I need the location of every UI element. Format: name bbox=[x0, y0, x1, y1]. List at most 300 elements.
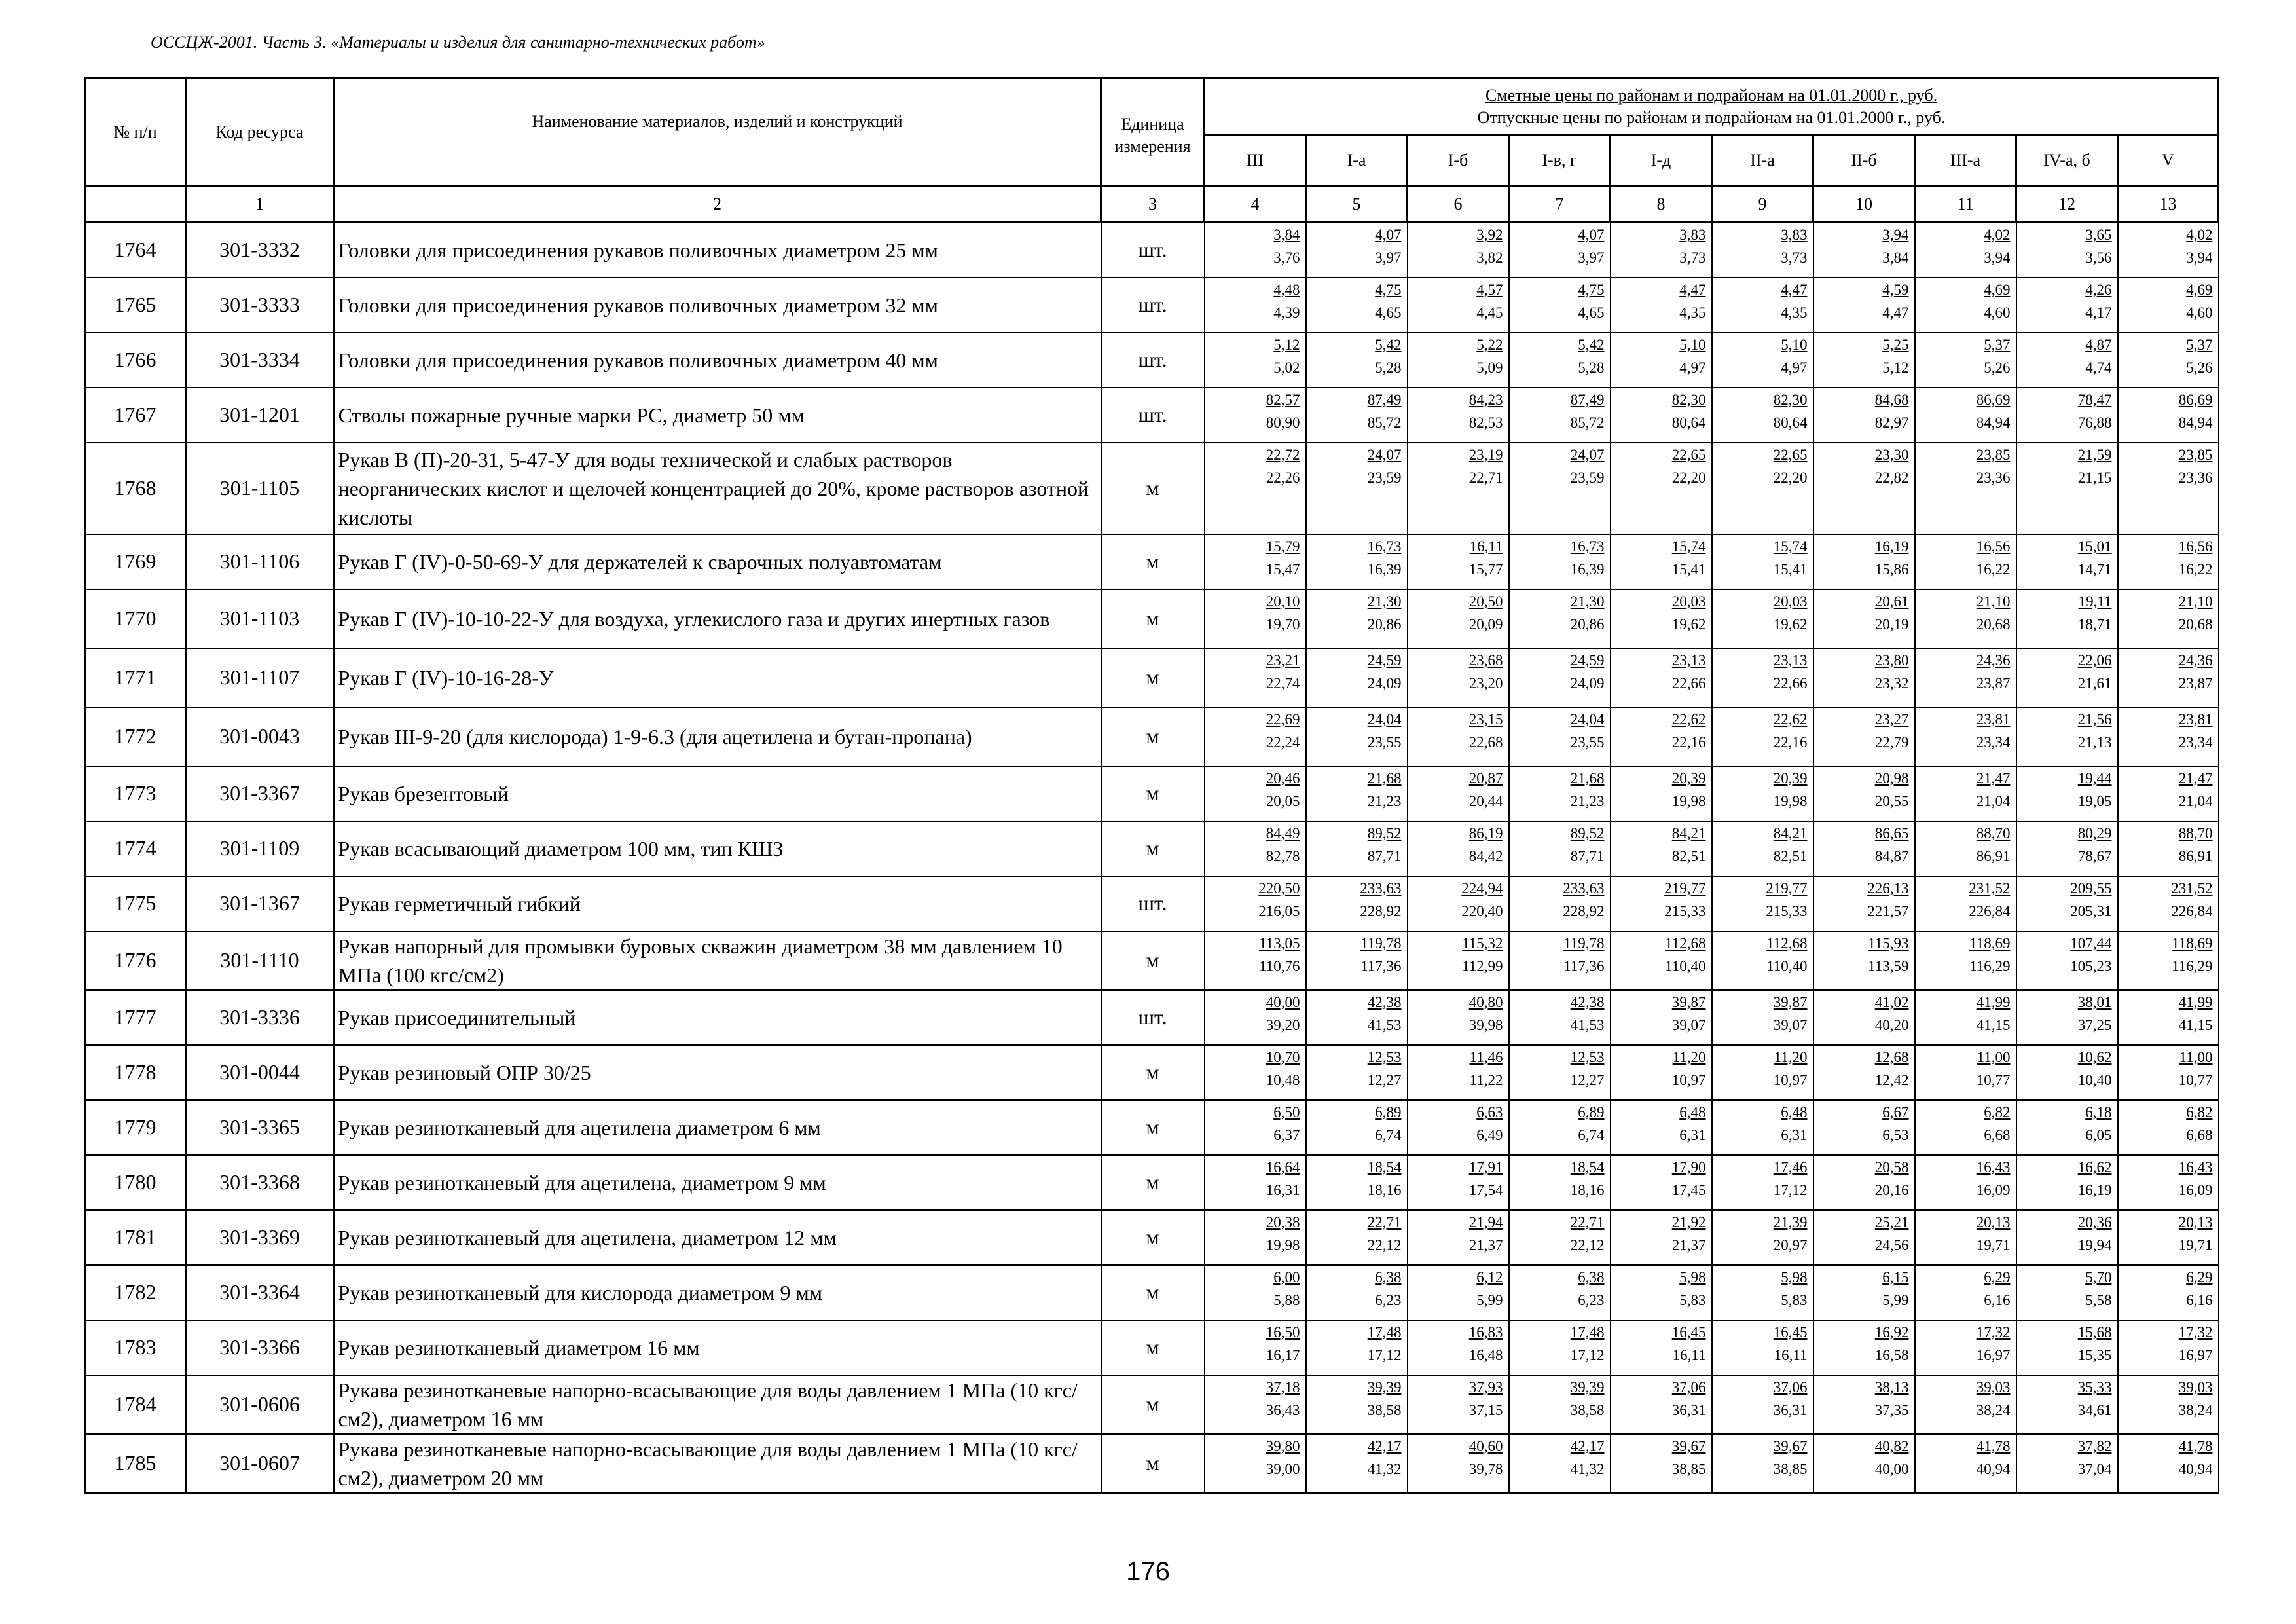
estimated-price bbox=[1611, 590, 1711, 610]
estimated-price bbox=[1307, 333, 1407, 354]
estimated-price bbox=[1307, 649, 1407, 669]
price-cell bbox=[1306, 766, 1408, 821]
wholesale-price: 23,55 bbox=[1367, 733, 1402, 750]
material-name: Рукав герметичный гибкий bbox=[334, 876, 1101, 931]
wholesale-price: 41,32 bbox=[1367, 1460, 1402, 1477]
wholesale-price: 19,62 bbox=[1671, 616, 1706, 633]
estimated-price-value: 42,38 bbox=[1367, 993, 1402, 1010]
wholesale-price: 11,22 bbox=[1469, 1071, 1503, 1088]
estimated-price-value: 4,07 bbox=[1375, 227, 1402, 243]
estimated-price bbox=[1814, 1101, 1914, 1121]
wholesale-price: 16,22 bbox=[1976, 561, 2011, 578]
estimated-price-value: 16,83 bbox=[1468, 1323, 1503, 1340]
estimated-price bbox=[1408, 443, 1508, 464]
estimated-price-value: 112,68 bbox=[1665, 934, 1706, 951]
price-cell bbox=[2118, 333, 2219, 388]
price-cell bbox=[1915, 388, 2016, 443]
estimated-price-value: 23,13 bbox=[1671, 652, 1706, 669]
region-header: III bbox=[1205, 135, 1306, 186]
wholesale-price: 39,00 bbox=[1266, 1460, 1300, 1477]
estimated-price-value: 40,80 bbox=[1468, 993, 1503, 1010]
estimated-price-value: 86,69 bbox=[1976, 391, 2011, 408]
price-cell bbox=[1611, 443, 1712, 534]
price-cell bbox=[1205, 766, 1306, 821]
price-cell bbox=[1205, 876, 1306, 931]
estimated-price bbox=[2017, 1321, 2117, 1341]
wholesale-price: 41,32 bbox=[1570, 1460, 1605, 1477]
estimated-price-value: 4,57 bbox=[1476, 281, 1503, 298]
estimated-price bbox=[1713, 1435, 1813, 1455]
unit-of-measure: м bbox=[1101, 1210, 1205, 1265]
wholesale-price: 5,83 bbox=[1781, 1291, 1808, 1308]
price-cell bbox=[1205, 1210, 1306, 1265]
estimated-price-value: 16,11 bbox=[1469, 538, 1503, 555]
wholesale-price: 6,31 bbox=[1679, 1126, 1706, 1143]
material-name: Рукав В (П)-20-31, 5-47-У для воды технической и слабых растворов неорганических кислот и щелочей концентрацией до 20%, кроме растворов азотной кислоты bbox=[334, 443, 1101, 534]
estimated-price bbox=[1205, 278, 1305, 299]
estimated-price-value: 12,53 bbox=[1367, 1048, 1402, 1065]
estimated-price bbox=[2119, 535, 2218, 555]
wholesale-price: 82,51 bbox=[1773, 847, 1808, 864]
column-number: 4 bbox=[1205, 186, 1306, 223]
estimated-price-value: 39,03 bbox=[2178, 1378, 2213, 1395]
estimated-price bbox=[1408, 278, 1508, 299]
wholesale-price: 5,83 bbox=[1679, 1291, 1706, 1308]
estimated-price bbox=[1814, 223, 1914, 244]
estimated-price-value: 23,21 bbox=[1266, 652, 1300, 669]
price-cell bbox=[1509, 1155, 1611, 1210]
wholesale-price: 21,04 bbox=[1976, 792, 2011, 809]
wholesale-price: 6,74 bbox=[1375, 1126, 1402, 1143]
estimated-price-value: 20,36 bbox=[2077, 1213, 2112, 1230]
estimated-price-value: 18,54 bbox=[1570, 1158, 1605, 1175]
estimated-price bbox=[1307, 278, 1407, 299]
estimated-price bbox=[1814, 991, 1914, 1011]
estimated-price-value: 22,65 bbox=[1773, 446, 1808, 463]
wholesale-price: 22,12 bbox=[1367, 1236, 1402, 1253]
estimated-price bbox=[1611, 1101, 1711, 1121]
price-cell bbox=[2118, 1320, 2219, 1375]
header-name: Наименование материалов, изделий и конструкций bbox=[334, 79, 1101, 186]
price-cell bbox=[1205, 589, 1306, 648]
price-cell bbox=[1509, 1375, 1611, 1434]
estimated-price-value: 80,29 bbox=[2077, 824, 2112, 841]
price-cell bbox=[1915, 876, 2016, 931]
price-cell bbox=[1306, 876, 1408, 931]
wholesale-price: 17,54 bbox=[1468, 1181, 1503, 1198]
table-row bbox=[85, 388, 2219, 443]
row-number: 1771 bbox=[85, 648, 186, 707]
estimated-price-value: 115,93 bbox=[1868, 934, 1909, 951]
table-row bbox=[85, 648, 2219, 707]
estimated-price bbox=[1408, 708, 1508, 728]
price-cell bbox=[1915, 1375, 2016, 1434]
estimated-price-value: 24,07 bbox=[1367, 446, 1402, 463]
estimated-price bbox=[1611, 1266, 1711, 1286]
price-cell bbox=[2016, 388, 2118, 443]
estimated-price bbox=[2017, 535, 2117, 555]
price-cell bbox=[1306, 443, 1408, 534]
estimated-price bbox=[2017, 443, 2117, 464]
estimated-price-value: 11,00 bbox=[2179, 1048, 2213, 1065]
estimated-price-value: 20,39 bbox=[1773, 769, 1808, 786]
estimated-price-value: 16,64 bbox=[1266, 1158, 1300, 1175]
unit-of-measure: шт. bbox=[1101, 333, 1205, 388]
wholesale-price: 10,77 bbox=[1976, 1071, 2011, 1088]
estimated-price bbox=[2119, 1211, 2218, 1231]
estimated-price-value: 231,52 bbox=[1969, 879, 2011, 896]
estimated-price-value: 20,61 bbox=[1874, 593, 1909, 610]
price-cell bbox=[1205, 648, 1306, 707]
wholesale-price: 38,58 bbox=[1367, 1401, 1402, 1418]
wholesale-price: 220,40 bbox=[1461, 902, 1503, 919]
wholesale-price: 105,23 bbox=[2070, 957, 2112, 974]
price-cell bbox=[1509, 766, 1611, 821]
column-number: 12 bbox=[2016, 186, 2118, 223]
wholesale-price: 82,51 bbox=[1671, 847, 1706, 864]
estimated-price-value: 5,98 bbox=[1781, 1268, 1808, 1285]
price-cell bbox=[1611, 534, 1712, 589]
resource-code: 301-3368 bbox=[186, 1155, 334, 1210]
wholesale-price: 20,97 bbox=[1773, 1236, 1808, 1253]
wholesale-price: 23,55 bbox=[1570, 733, 1605, 750]
wholesale-price: 16,97 bbox=[1976, 1346, 2011, 1363]
wholesale-price: 15,77 bbox=[1468, 561, 1503, 578]
price-cell bbox=[1813, 1320, 1915, 1375]
table-row bbox=[85, 333, 2219, 388]
row-number: 1769 bbox=[85, 534, 186, 589]
wholesale-price: 15,35 bbox=[2077, 1346, 2112, 1363]
wholesale-price: 215,33 bbox=[1766, 902, 1808, 919]
estimated-price-value: 4,48 bbox=[1273, 281, 1300, 298]
estimated-price bbox=[1307, 1435, 1407, 1455]
estimated-price bbox=[1408, 535, 1508, 555]
wholesale-price: 3,56 bbox=[2085, 249, 2112, 266]
wholesale-price: 22,82 bbox=[1874, 469, 1909, 486]
row-number: 1779 bbox=[85, 1100, 186, 1155]
estimated-price-value: 20,58 bbox=[1874, 1158, 1909, 1175]
wholesale-price: 20,86 bbox=[1570, 616, 1605, 633]
price-cell bbox=[1712, 1375, 1813, 1434]
estimated-price-value: 41,78 bbox=[1976, 1437, 2011, 1454]
price-cell bbox=[1205, 1265, 1306, 1320]
wholesale-price: 16,19 bbox=[2077, 1181, 2112, 1198]
price-cell bbox=[2118, 876, 2219, 931]
wholesale-price: 87,71 bbox=[1367, 847, 1402, 864]
wholesale-price: 10,97 bbox=[1671, 1071, 1706, 1088]
estimated-price bbox=[1307, 1211, 1407, 1231]
estimated-price bbox=[1713, 1266, 1813, 1286]
estimated-price-value: 16,73 bbox=[1367, 538, 1402, 555]
price-cell bbox=[2118, 707, 2219, 766]
wholesale-price: 6,74 bbox=[1578, 1126, 1605, 1143]
price-cell bbox=[1915, 1045, 2016, 1100]
estimated-price-value: 15,79 bbox=[1266, 538, 1300, 555]
price-cell bbox=[1306, 534, 1408, 589]
estimated-price bbox=[2017, 991, 2117, 1011]
estimated-price-value: 17,48 bbox=[1367, 1323, 1402, 1340]
estimated-price bbox=[1510, 1046, 1610, 1066]
estimated-price-value: 6,48 bbox=[1781, 1103, 1808, 1120]
header-num: № п/п bbox=[85, 79, 186, 186]
estimated-price bbox=[1814, 877, 1914, 897]
estimated-price bbox=[1713, 1376, 1813, 1396]
estimated-price bbox=[1307, 1046, 1407, 1066]
wholesale-price: 40,00 bbox=[1874, 1460, 1909, 1477]
material-name: Рукав резинотканевый для ацетилена, диаметром 9 мм bbox=[334, 1155, 1101, 1210]
estimated-price bbox=[1713, 333, 1813, 354]
unit-of-measure: м bbox=[1101, 707, 1205, 766]
wholesale-price: 6,68 bbox=[2186, 1126, 2213, 1143]
wholesale-price: 5,28 bbox=[1375, 359, 1402, 376]
price-cell bbox=[1813, 1155, 1915, 1210]
wholesale-price: 19,70 bbox=[1266, 616, 1300, 633]
price-cell bbox=[1306, 821, 1408, 876]
wholesale-price: 16,09 bbox=[2178, 1181, 2213, 1198]
estimated-price-value: 4,47 bbox=[1781, 281, 1808, 298]
estimated-price-value: 86,19 bbox=[1468, 824, 1503, 841]
wholesale-price: 84,94 bbox=[2178, 414, 2213, 431]
estimated-price-value: 82,57 bbox=[1266, 391, 1300, 408]
column-number-row bbox=[85, 186, 2219, 223]
price-cell bbox=[2118, 589, 2219, 648]
estimated-price-value: 20,50 bbox=[1468, 593, 1503, 610]
price-cell bbox=[1813, 707, 1915, 766]
wholesale-price: 22,71 bbox=[1468, 469, 1503, 486]
table-row bbox=[85, 1155, 2219, 1210]
estimated-price-value: 37,82 bbox=[2077, 1437, 2112, 1454]
price-cell bbox=[1611, 1210, 1712, 1265]
price-cell bbox=[1408, 1210, 1509, 1265]
row-number: 1781 bbox=[85, 1210, 186, 1265]
table-row bbox=[85, 278, 2219, 333]
price-cell bbox=[1712, 333, 1813, 388]
wholesale-price: 19,71 bbox=[2178, 1236, 2213, 1253]
estimated-price bbox=[1611, 767, 1711, 787]
estimated-price bbox=[1408, 877, 1508, 897]
row-number: 1773 bbox=[85, 766, 186, 821]
resource-code: 301-0607 bbox=[186, 1434, 334, 1493]
estimated-price bbox=[1510, 991, 1610, 1011]
wholesale-price: 39,98 bbox=[1468, 1016, 1503, 1033]
estimated-price bbox=[1814, 1376, 1914, 1396]
wholesale-price: 15,41 bbox=[1773, 561, 1808, 578]
wholesale-price: 21,37 bbox=[1671, 1236, 1706, 1253]
estimated-price bbox=[2119, 932, 2218, 952]
material-name: Рукав брезентовый bbox=[334, 766, 1101, 821]
resource-code: 301-0044 bbox=[186, 1045, 334, 1100]
column-number: 10 bbox=[1813, 186, 1915, 223]
estimated-price-value: 233,63 bbox=[1563, 879, 1605, 896]
material-name: Рукав Г (IV)-0-50-69-У для держателей к сварочных полуавтоматам bbox=[334, 534, 1101, 589]
estimated-price bbox=[1916, 1266, 2016, 1286]
estimated-price-value: 22,06 bbox=[2077, 652, 2112, 669]
price-cell bbox=[2118, 278, 2219, 333]
estimated-price bbox=[2017, 767, 2117, 787]
estimated-price bbox=[1510, 822, 1610, 842]
estimated-price bbox=[1408, 1266, 1508, 1286]
resource-code: 301-0043 bbox=[186, 707, 334, 766]
estimated-price-value: 20,13 bbox=[1976, 1213, 2011, 1230]
estimated-price-value: 6,12 bbox=[1476, 1268, 1503, 1285]
price-cell bbox=[1915, 333, 2016, 388]
estimated-price bbox=[1510, 649, 1610, 669]
price-cell bbox=[1813, 1045, 1915, 1100]
estimated-price-value: 220,50 bbox=[1258, 879, 1300, 896]
estimated-price-value: 20,03 bbox=[1773, 593, 1808, 610]
estimated-price bbox=[1510, 388, 1610, 409]
estimated-price-value: 24,04 bbox=[1570, 710, 1605, 728]
price-cell bbox=[2016, 333, 2118, 388]
estimated-price bbox=[2017, 1101, 2117, 1121]
price-cell bbox=[1509, 1434, 1611, 1493]
estimated-price-value: 40,00 bbox=[1266, 993, 1300, 1010]
price-cell bbox=[1509, 278, 1611, 333]
estimated-price bbox=[1307, 1266, 1407, 1286]
column-number: 3 bbox=[1101, 186, 1205, 223]
estimated-price bbox=[2017, 590, 2117, 610]
estimated-price bbox=[1510, 590, 1610, 610]
wholesale-price: 24,56 bbox=[1874, 1236, 1909, 1253]
price-cell bbox=[1915, 1210, 2016, 1265]
price-cell bbox=[1509, 931, 1611, 990]
estimated-price-value: 21,47 bbox=[2178, 769, 2213, 786]
estimated-price-value: 4,59 bbox=[1882, 281, 1909, 298]
estimated-price-value: 21,10 bbox=[1976, 593, 2011, 610]
estimated-price bbox=[1510, 1101, 1610, 1121]
table-row bbox=[85, 1265, 2219, 1320]
estimated-price bbox=[1713, 1156, 1813, 1176]
estimated-price bbox=[2119, 991, 2218, 1011]
estimated-price bbox=[2119, 649, 2218, 669]
resource-code: 301-0606 bbox=[186, 1375, 334, 1434]
unit-of-measure: м bbox=[1101, 1320, 1205, 1375]
price-cell bbox=[1915, 766, 2016, 821]
estimated-price-value: 21,68 bbox=[1367, 769, 1402, 786]
estimated-price bbox=[1713, 278, 1813, 299]
estimated-price bbox=[1713, 443, 1813, 464]
estimated-price-value: 107,44 bbox=[2070, 934, 2112, 951]
estimated-price bbox=[1916, 1046, 2016, 1066]
estimated-price-value: 4,02 bbox=[1984, 227, 2011, 243]
estimated-price-value: 24,04 bbox=[1367, 710, 1402, 728]
price-cell bbox=[1611, 1434, 1712, 1493]
price-cell bbox=[1813, 821, 1915, 876]
estimated-price-value: 6,29 bbox=[2186, 1268, 2213, 1285]
price-cell bbox=[1712, 1320, 1813, 1375]
wholesale-price: 20,44 bbox=[1468, 792, 1503, 809]
wholesale-price: 23,59 bbox=[1367, 469, 1402, 486]
price-cell bbox=[1915, 589, 2016, 648]
wholesale-price: 4,97 bbox=[1679, 359, 1706, 376]
price-cell bbox=[1205, 1320, 1306, 1375]
price-cell bbox=[1712, 1155, 1813, 1210]
estimated-price bbox=[1510, 333, 1610, 354]
estimated-price-value: 219,77 bbox=[1664, 879, 1706, 896]
estimated-price-value: 4,75 bbox=[1578, 281, 1605, 298]
estimated-price bbox=[1611, 535, 1711, 555]
estimated-price-value: 20,98 bbox=[1874, 769, 1909, 786]
table-row bbox=[85, 821, 2219, 876]
estimated-price-value: 4,69 bbox=[1984, 281, 2011, 298]
estimated-price bbox=[2119, 1266, 2218, 1286]
estimated-price-value: 5,37 bbox=[1984, 336, 2011, 353]
estimated-price bbox=[1814, 1266, 1914, 1286]
price-cell bbox=[2016, 1100, 2118, 1155]
estimated-price bbox=[1713, 932, 1813, 952]
wholesale-price: 205,31 bbox=[2070, 902, 2112, 919]
price-cell bbox=[1813, 1100, 1915, 1155]
estimated-price bbox=[1611, 1321, 1711, 1341]
estimated-price-value: 11,00 bbox=[1977, 1048, 2011, 1065]
header-prices bbox=[1205, 79, 2219, 135]
estimated-price-value: 18,54 bbox=[1367, 1158, 1402, 1175]
estimated-price bbox=[1205, 877, 1305, 897]
wholesale-price: 5,99 bbox=[1476, 1291, 1503, 1308]
unit-of-measure: м bbox=[1101, 648, 1205, 707]
price-cell bbox=[1915, 931, 2016, 990]
wholesale-price: 16,17 bbox=[1266, 1346, 1300, 1363]
wholesale-price: 5,26 bbox=[1984, 359, 2011, 376]
estimated-price bbox=[1611, 649, 1711, 669]
estimated-price bbox=[1307, 223, 1407, 244]
estimated-price-value: 17,32 bbox=[1976, 1323, 2011, 1340]
price-cell bbox=[1611, 931, 1712, 990]
estimated-price-value: 15,74 bbox=[1671, 538, 1706, 555]
price-cell bbox=[2118, 534, 2219, 589]
estimated-price bbox=[1713, 1046, 1813, 1066]
wholesale-price: 16,48 bbox=[1468, 1346, 1503, 1363]
estimated-price-value: 22,71 bbox=[1570, 1213, 1605, 1230]
region-header: I-б bbox=[1408, 135, 1509, 186]
unit-of-measure: шт. bbox=[1101, 278, 1205, 333]
wholesale-price: 22,12 bbox=[1570, 1236, 1605, 1253]
estimated-price-value: 233,63 bbox=[1360, 879, 1402, 896]
estimated-price-value: 24,36 bbox=[1976, 652, 2011, 669]
estimated-price-value: 42,17 bbox=[1570, 1437, 1605, 1454]
price-cell bbox=[1915, 1265, 2016, 1320]
estimated-price bbox=[2017, 1376, 2117, 1396]
wholesale-price: 39,07 bbox=[1773, 1016, 1808, 1033]
estimated-price bbox=[1510, 1266, 1610, 1286]
estimated-price bbox=[1814, 1046, 1914, 1066]
price-cell bbox=[1915, 443, 2016, 534]
price-cell bbox=[2118, 990, 2219, 1045]
estimated-price bbox=[1814, 388, 1914, 409]
price-cell bbox=[2016, 648, 2118, 707]
price-cell bbox=[1712, 990, 1813, 1045]
wholesale-price: 34,61 bbox=[2077, 1401, 2112, 1418]
estimated-price bbox=[1814, 649, 1914, 669]
estimated-price bbox=[1814, 1211, 1914, 1231]
estimated-price bbox=[1814, 333, 1914, 354]
unit-of-measure: м bbox=[1101, 1265, 1205, 1320]
page-header: ОССЦЖ-2001. Часть 3. «Материалы и изделия для санитарно-технических работ» bbox=[151, 33, 765, 52]
price-cell bbox=[2016, 821, 2118, 876]
price-cell bbox=[1306, 990, 1408, 1045]
price-cell bbox=[2118, 388, 2219, 443]
estimated-price-value: 23,27 bbox=[1874, 710, 1909, 728]
estimated-price-value: 5,37 bbox=[2186, 336, 2213, 353]
wholesale-price: 10,40 bbox=[2077, 1071, 2112, 1088]
row-number: 1770 bbox=[85, 589, 186, 648]
wholesale-price: 10,48 bbox=[1266, 1071, 1300, 1088]
wholesale-price: 22,16 bbox=[1671, 733, 1706, 750]
estimated-price bbox=[1408, 333, 1508, 354]
estimated-price-value: 6,48 bbox=[1679, 1103, 1706, 1120]
estimated-price-value: 41,99 bbox=[1976, 993, 2011, 1010]
estimated-price-value: 37,06 bbox=[1773, 1378, 1808, 1395]
